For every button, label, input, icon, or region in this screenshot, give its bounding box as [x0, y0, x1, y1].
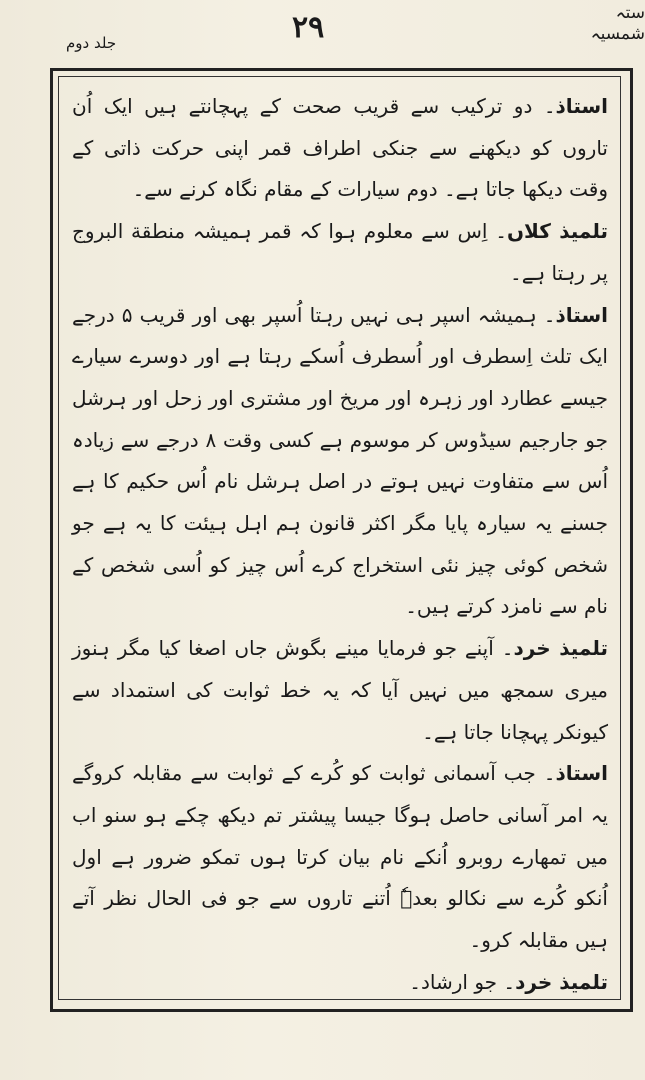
paragraph-text: جب آسمانی ثوابت کو کُرے کے ثوابت سے مقابلہ کروگے یہ امر آسانی حاصل ہوگا جیسا پیشتر تم دیکھ چکے ہو سنو اب میں تمھارے روبرو اُنکے نام بیان کرتا ہوں تمکو ضرور ہے اول اُنکو کُرے سے نکالو بعدہٗ اُتنے تاروں سے جو فی الحال نظر آتے ہیں مقابلہ کرو۔ [72, 761, 608, 953]
dialogue-paragraph: استاذ۔ ہمیشہ اسپر ہی نہیں رہتا اُسپر بھی اور قریب ۵ درجے ایک تلث اِسطرف اور اُسطرف اُسکے رہتا ہے اور دوسرے سیارے جیسے عطارد اور زہرہ اور مریخ اور مشتری اور زحل اور ہرشل جو جارجیم سیڈوس کر موسوم ہے کسی وقت ۸ درجے سے زیادہ اُس سے متفاوت نہیں ہوتے در اصل ہرشل نام اُس حکیم کا ہے جسنے یہ سیارہ پایا مگر اکثر قانون ہم اہل ہیئت کا یہ ہے جو شخص کوئی چیز نئی استخراج کرے اُس چیز کو اُسی شخص کے نام سے نامزد کرتے ہیں۔ [72, 302, 608, 619]
speaker-label: استاذ [555, 761, 608, 786]
speaker-label: استاذ [555, 302, 608, 327]
speaker-label: تلمیذ خرد [515, 969, 608, 994]
volume-label: جلد دوم [66, 34, 117, 52]
paragraph-text: ہمیشہ اسپر ہی نہیں رہتا اُسپر بھی اور قریب ۵ درجے ایک تلث اِسطرف اور اُسطرف اُسکے رہتا ہے اور دوسرے سیارے جیسے عطارد اور زہرہ اور مریخ اور مشتری اور زحل اور ہرشل جو جارجیم سیڈوس کر موسوم ہے کسی وقت ۸ درجے سے زیادہ اُس سے متفاوت نہیں ہوتے در اصل ہرشل نام اُس حکیم کا ہے جسنے یہ سیارہ پایا مگر اکثر قانون ہم اہل ہیئت کا یہ ہے جو شخص کوئی چیز نئی استخراج کرے اُس چیز کو اُسی شخص کے نام سے نامزد کرتے ہیں۔ [72, 302, 608, 619]
paragraph-text: اِس سے معلوم ہوا کہ قمر ہمیشہ منطقة البروج پر رہتا ہے۔ [72, 219, 608, 285]
speaker-label: تلمیذ خرد [513, 636, 608, 661]
page-header [0, 0, 645, 62]
book-title: ستہ شمسیہ [590, 3, 645, 44]
paragraph-text: آپنے جو فرمایا مینے بگوش جاں اصغا کیا مگر ہنوز میری سمجھ میں نہیں آیا کہ یہ خط ثوابت کی استمداد سے کیونکر پہچانا جاتا ہے۔ [72, 636, 608, 744]
dialogue-paragraph: استاذ۔ دو ترکیب سے قریب صحت کے پہچانتے ہیں ایک اُن تاروں کو دیکھنے سے جنکی اطراف قمر اپنی حرکت ذاتی کے وقت دیکھا جاتا ہے۔ دوم سیارات کے مقام نگاہ کرنے سے۔ [72, 94, 609, 202]
page-number: ۲۹ [292, 10, 325, 45]
speaker-label: تلمیذ کلاں [506, 219, 609, 244]
dialogue-paragraph: تلمیذ کلاں۔ اِس سے معلوم ہوا کہ قمر ہمیشہ منطقة البروج پر رہتا ہے۔ [72, 219, 609, 285]
dialogue-paragraph: تلمیذ خرد۔ آپنے جو فرمایا مینے بگوش جاں اصغا کیا مگر ہنوز میری سمجھ میں نہیں آیا کہ یہ خط ثوابت کی استمداد سے کیونکر پہچانا جاتا ہے۔ [72, 636, 608, 744]
paragraph-text: جو ارشاد۔ [409, 969, 498, 994]
dialogue-paragraph: تلمیذ خرد۔ جو ارشاد۔ [409, 969, 608, 994]
speaker-label: استاذ [555, 94, 609, 118]
paragraph-text: دو ترکیب سے قریب صحت کے پہچانتے ہیں ایک اُن تاروں کو دیکھنے سے جنکی اطراف قمر اپنی حرکت ذاتی کے وقت دیکھا جاتا ہے۔ دوم سیارات کے مقام نگاہ کرنے سے۔ [72, 94, 608, 202]
dialogue-paragraph: استاذ۔ جب آسمانی ثوابت کو کُرے کے ثوابت سے مقابلہ کروگے یہ امر آسانی حاصل ہوگا جیسا پیشتر تم دیکھ چکے ہو سنو اب میں تمھارے روبرو اُنکے نام بیان کرتا ہوں تمکو ضرور ہے اول اُنکو کُرے سے نکالو بعدہٗ اُتنے تاروں سے جو فی الحال نظر آتے ہیں مقابلہ کرو۔ [72, 761, 608, 953]
page-body [72, 86, 608, 1003]
